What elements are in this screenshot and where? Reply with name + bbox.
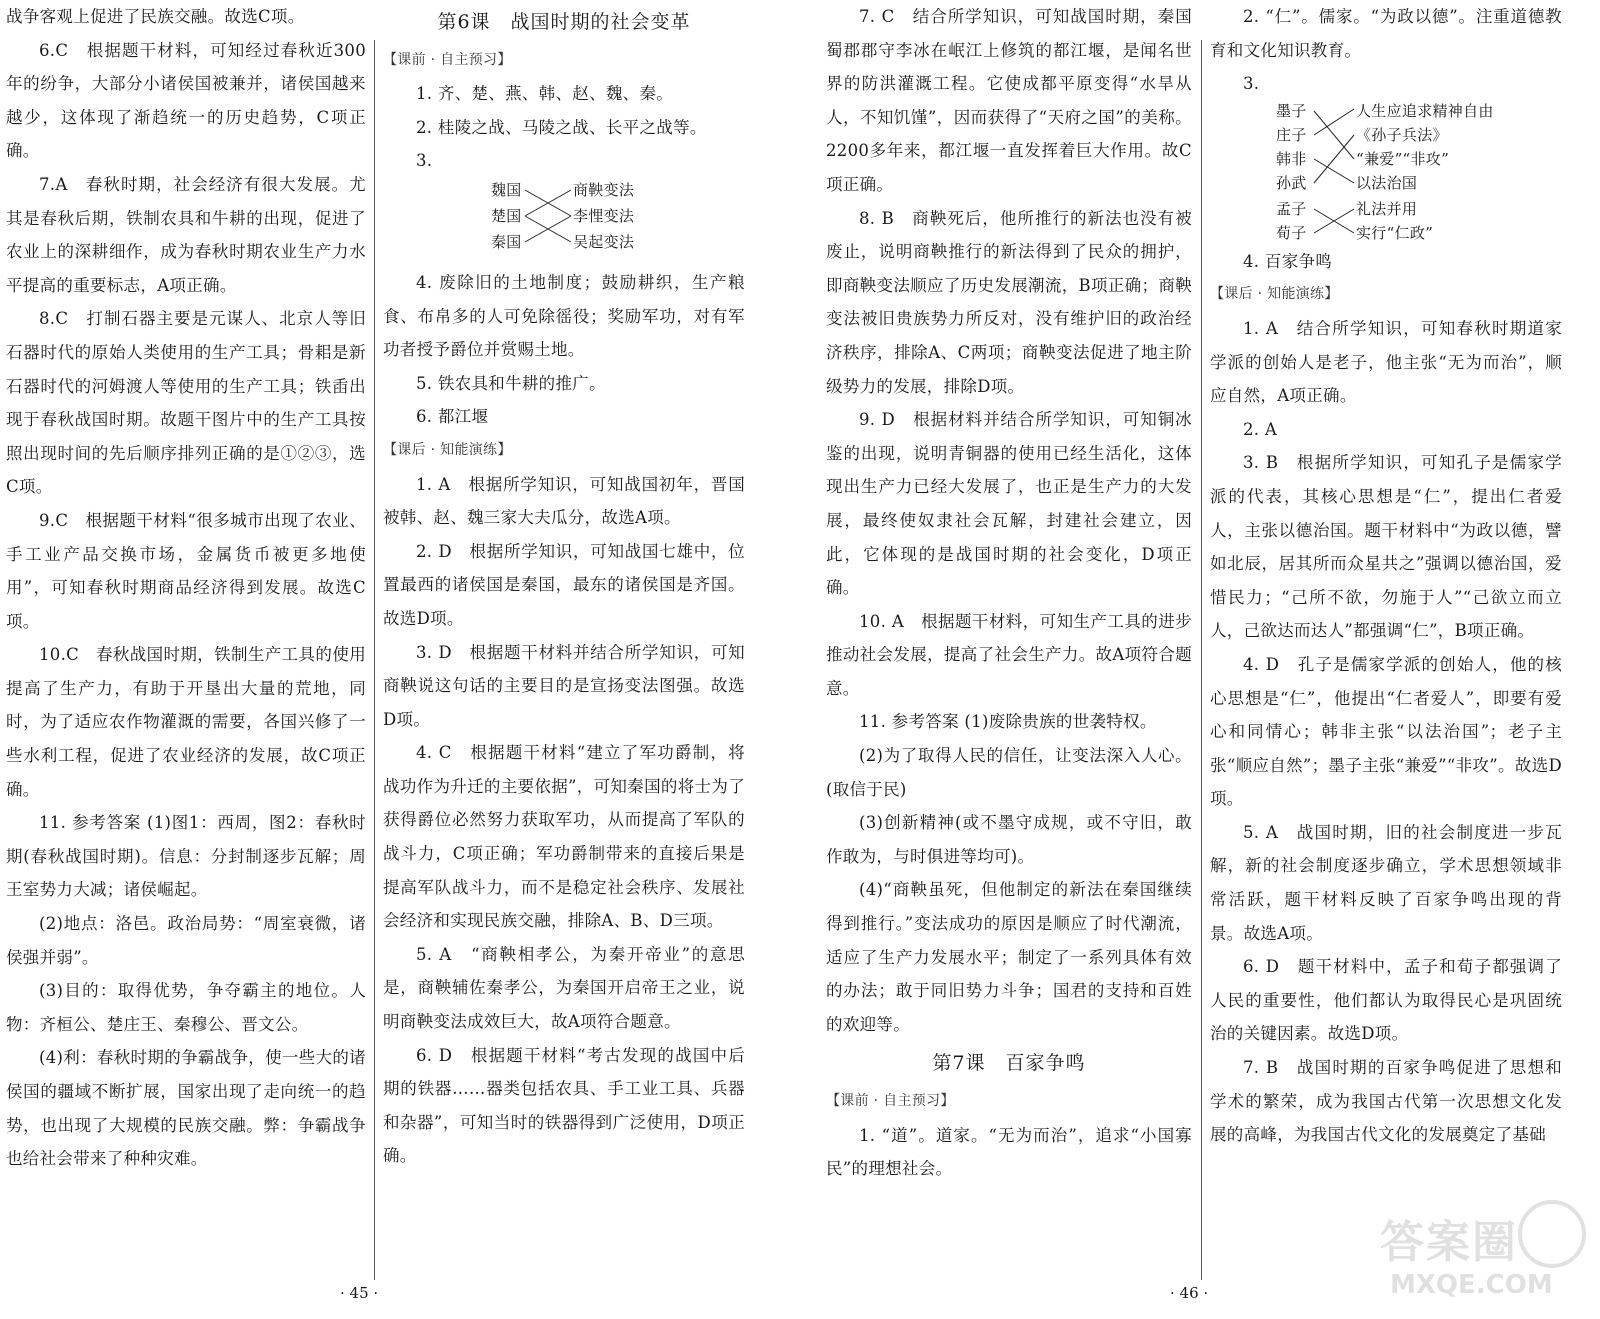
preview-5: 5. 铁农具和牛耕的推广。 (416, 373, 606, 393)
watermark-logo (1380, 1200, 1590, 1310)
match-right-3: “兼爱”“非攻” (1356, 149, 1450, 168)
matching-diagram-reforms (383, 178, 745, 262)
practice-1: 1. A 根据所学知识，可知战国初年，晋国被韩、赵、魏三家大夫瓜分，故选A项。 (383, 474, 745, 528)
matching-lines (1210, 101, 1560, 241)
matching-lines (383, 178, 743, 262)
match-left-3: 韩非 (1276, 149, 1307, 168)
answer-9: 9.C 根据题干材料“很多城市出现了农业、手工业产品交换市场，金属货币被更多地使用”，可知春秋时期商品经济得到发展。故选C项。 (6, 510, 366, 631)
column-divider (1201, 40, 1202, 1280)
section-header-preview: 【课前 · 自主预习】 (383, 51, 512, 68)
match-left-2: 庄子 (1276, 125, 1307, 144)
match-left-6: 荀子 (1276, 223, 1307, 242)
practice-4: 4. D 孔子是儒家学派的创始人，他的核心思想是“仁”，他提出“仁者爱人”，即要有爱心和同情心；韩非主张“以法治国”；老子主张“顺应自然”；墨子主张“兼爱”“非攻”。故选D项。 (1210, 654, 1562, 809)
match-left-3: 秦国 (491, 232, 522, 251)
practice-2: 2. A (1243, 419, 1278, 439)
match-left-2: 楚国 (491, 206, 522, 225)
preview-2: 2. “仁”。儒家。“为政以德”。注重道德教育和文化知识教育。 (1210, 7, 1562, 60)
practice-3: 3. B 根据所学知识，可知孔子是儒家学派的代表，其核心思想是“仁”，提出仁者爱人，主张以德治国。题干材料中“为政以德，譬如北辰，居其所而众星共之”强调以德治国，爱惜民力；“己所不欲，勿施于人”“己欲立而立人，己欲达而达人”都强调“仁”，B项正确。 (1210, 453, 1562, 641)
match-left-5: 孟子 (1276, 199, 1307, 218)
preview-4: 4. 废除旧的土地制度；鼓励耕织，生产粮食、布帛多的人可免除徭役；奖励军功，对有军功者授予爵位并赏赐土地。 (383, 272, 745, 360)
match-right-1: 商鞅变法 (573, 180, 635, 199)
practice-11: 11. 参考答案 (1)废除贵族的世袭特权。 (859, 712, 1157, 732)
preview-4: 4. 百家争鸣 (1243, 251, 1333, 271)
preview-3: 3. (416, 151, 433, 171)
practice-8: 8. B 商鞅死后，他所推行的新法也没有被废止，说明商鞅推行的新法得到了民众的拥护，即商鞅变法顺应了历史发展潮流，B项正确；商鞅变法被旧贵族势力所反对，没有维护旧的政治经济秩序，排除A、C两项；商鞅变法促进了地主阶级势力的发展，排除D项。 (826, 208, 1192, 396)
practice-3: 3. D 根据题干材料并结合所学知识，可知商鞅说这句话的主要目的是宣扬变法图强。故选D项。 (383, 642, 745, 729)
answer-11-4: (4)利：春秋时期的争霸战争，使一些大的诸侯国的疆域不断扩展，国家出现了走向统一的趋势，也出现了大规模的民族交融。弊：争霸战争也给社会带来了种种灾难。 (6, 1048, 366, 1169)
paragraph: 战争客观上促进了民族交融。故选C项。 (6, 7, 305, 26)
matching-diagram-thinkers (1210, 101, 1562, 241)
page-number-right: · 46 · (1170, 1284, 1209, 1302)
section-header-preview: 【课前 · 自主预习】 (826, 1093, 955, 1109)
preview-3: 3. (1243, 74, 1260, 94)
practice-11-2: (2)为了取得人民的信任，让变法深入人心。(取信于民) (826, 746, 1192, 799)
lesson-6-title: 第6课 战国时期的社会变革 (437, 11, 691, 33)
match-right-5: 礼法并用 (1356, 199, 1418, 218)
preview-6: 6. 都江堰 (416, 407, 489, 427)
match-right-6: 实行“仁政” (1356, 223, 1434, 242)
watermark-circle-icon (1518, 1200, 1586, 1268)
preview-1: 1. 齐、楚、燕、韩、赵、魏、秦。 (416, 84, 674, 104)
watermark-text: 答案圈 (1380, 1217, 1518, 1268)
practice-9: 9. D 根据材料并结合所学知识，可知铜冰鉴的出现，说明青铜器的使用已经生活化，这体现出生产力已经大发展了，也正是生产力的大发展，最终使奴隶社会瓦解，封建社会建立，因此，它体现的是战国时期的社会变化，D项正确。 (826, 410, 1192, 598)
practice-11-3: (3)创新精神(或不墨守成规，或不守旧，敢作敢为，与时俱进等均可)。 (826, 813, 1192, 866)
column-divider (374, 40, 375, 1280)
section-header-practice: 【课后 · 知能演练】 (383, 441, 512, 458)
practice-5: 5. A “商鞅相孝公，为秦开帝业”的意思是，商鞅辅佐秦孝公，为秦国开启帝王之业，说明商鞅变法成效巨大，故A项符合题意。 (383, 944, 745, 1032)
match-left-1: 魏国 (491, 180, 522, 199)
practice-7: 7. C 结合所学知识，可知战国时期，秦国蜀郡郡守李冰在岷江上修筑的都江堰，是闻名世界的防洪灌溉工程。它使成都平原变得“水旱从人，不知饥馑”，因而获得了“天府之国”的美称。2200多年来，都江堰一直发挥着巨大作用。故C项正确。 (826, 7, 1192, 194)
answer-11-3: (3)目的：取得优势，争夺霸主的地位。人物：齐桓公、楚庄王、秦穆公、晋文公。 (6, 981, 366, 1034)
page-number-left: · 45 · (340, 1284, 379, 1302)
answer-11-2: (2)地点：洛邑。政治局势：“周室衰微，诸侯强并弱”。 (6, 914, 366, 967)
practice-6: 6. D 题干材料中，孟子和荀子都强调了人民的重要性，他们都认为取得民心是巩固统治的关键因素。故选D项。 (1210, 957, 1562, 1044)
page45-left-column (6, 0, 366, 1270)
practice-7: 7. B 战国时期的百家争鸣促进了思想和学术的繁荣，成为我国古代第一次思想文化发展的高峰，为我国古代文化的发展奠定了基础 (1210, 1058, 1562, 1145)
page46-left-column (826, 0, 1192, 1270)
match-right-2: 李悝变法 (573, 206, 635, 225)
match-right-2: 《孙子兵法》 (1356, 125, 1448, 144)
practice-1: 1. A 结合所学知识，可知春秋时期道家学派的创始人是老子，他主张“无为而治”，顺应自然，A项正确。 (1210, 318, 1562, 406)
answer-10: 10.C 春秋战国时期，铁制生产工具的使用提高了生产力，有助于开垦出大量的荒地，同时，为了适应农作物灌溉的需要，各国兴修了一些水利工程，促进了农业经济的发展，故C项正确。 (6, 645, 366, 799)
practice-10: 10. A 根据题干材料，可知生产工具的进步推动社会发展，提高了社会生产力。故A项符合题意。 (826, 611, 1192, 698)
match-left-4: 孙武 (1276, 173, 1307, 192)
preview-2: 2. 桂陵之战、马陵之战、长平之战等。 (416, 117, 707, 137)
match-right-1: 人生应追求精神自由 (1356, 101, 1494, 120)
practice-11-4: (4)“商鞅虽死，但他制定的新法在秦国继续得到推行。”变法成功的原因是顺应了时代潮流，适应了生产力发展水平；制定了一系列具体有效的办法；敢于同旧势力斗争；国君的支持和百姓的欢迎等。 (826, 880, 1192, 1034)
practice-2: 2. D 根据所学知识，可知战国七雄中，位置最西的诸侯国是秦国，最东的诸侯国是齐国。故选D项。 (383, 541, 745, 628)
practice-4: 4. C 根据题干材料“建立了军功爵制，将战功作为升迁的主要依据”，可知秦国的将士为了获得爵位必然努力获取军功，从而提高了军队的战斗力，C项正确；军功爵制带来的直接后果是提高军队战斗力，而不是稳定社会秩序、发展社会经济和实现民族交融，排除A、B、D三项。 (383, 743, 745, 931)
match-left-1: 墨子 (1276, 101, 1307, 120)
page46-right-column (1210, 0, 1562, 1270)
answer-8: 8.C 打制石器主要是元谋人、北京人等旧石器时代的原始人类使用的生产工具；骨耜是新石器时代的河姆渡人等使用的生产工具；铁臿出现于春秋战国时期。故题干图片中的生产工具按照出现时间的先后顺序排列正确的是①②③，选C项。 (6, 309, 366, 497)
section-header-practice: 【课后 · 知能演练】 (1210, 286, 1339, 303)
preview-1: 1. “道”。道家。“无为而治”，追求“小国寡民”的理想社会。 (826, 1125, 1192, 1179)
watermark-url: MXQE.COM (1390, 1270, 1553, 1300)
match-right-3: 吴起变法 (573, 232, 635, 251)
page45-right-column (383, 0, 745, 1270)
practice-5: 5. A 战国时期，旧的社会制度进一步瓦解，新的社会制度逐步确立，学术思想领域非常活跃，题干材料反映了百家争鸣出现的背景。故选A项。 (1210, 822, 1562, 943)
lesson-7-title: 第7课 百家争鸣 (932, 1052, 1086, 1075)
practice-6: 6. D 根据题干材料“考古发现的战国中后期的铁器……器类包括农具、手工业工具、兵器和杂器”，可知当时的铁器得到广泛使用，D项正确。 (383, 1045, 745, 1166)
answer-6: 6.C 根据题干材料，可知经过春秋近300年的纷争，大部分小诸侯国被兼并，诸侯国越来越少，这体现了渐趋统一的历史趋势，C项正确。 (6, 40, 366, 161)
match-right-4: 以法治国 (1356, 173, 1418, 192)
answer-11: 11. 参考答案 (1)图1：西周，图2：春秋时期(春秋战国时期)。信息：分封制逐步瓦解；周王室势力大减；诸侯崛起。 (6, 813, 366, 900)
answer-7: 7.A 春秋时期，社会经济有很大发展。尤其是春秋后期，铁制农具和牛耕的出现，促进了农业上的深耕细作，成为春秋时期农业生产力水平提高的重要标志，A项正确。 (6, 174, 366, 295)
